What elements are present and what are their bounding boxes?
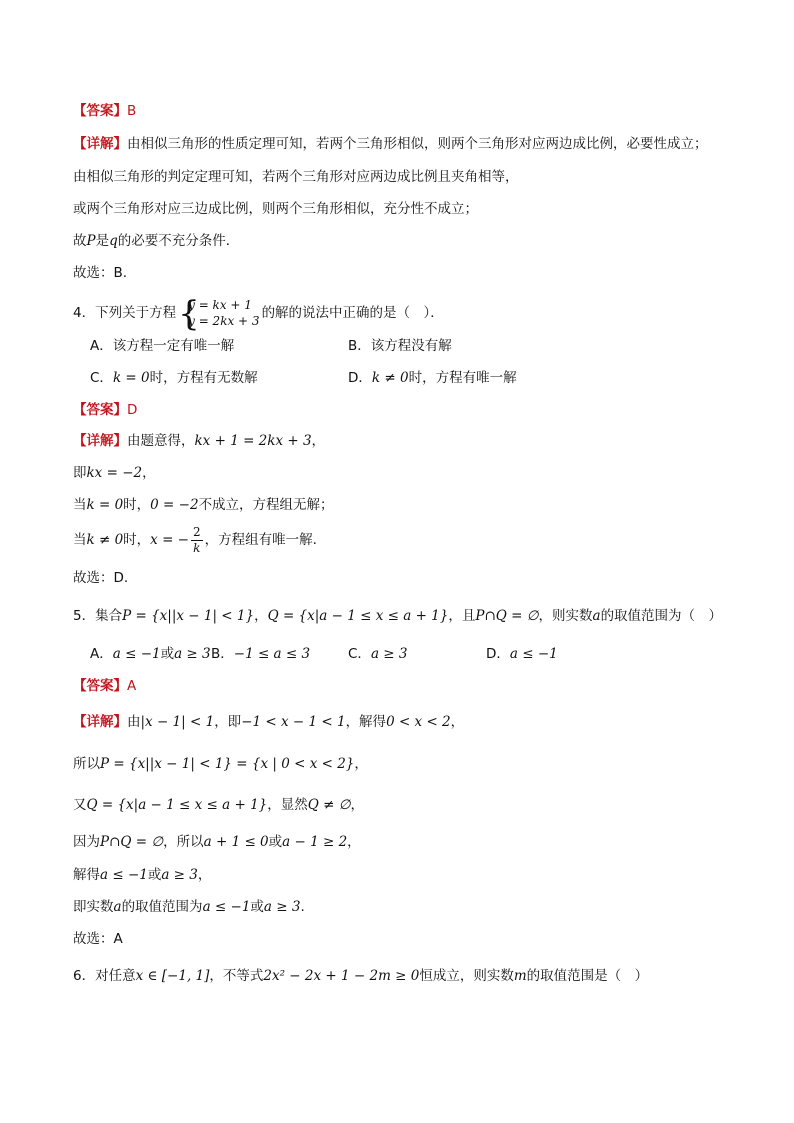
math: 0 = −2 (150, 497, 199, 513)
math: k = 0 (86, 497, 124, 513)
text: . (300, 899, 305, 915)
answer-tag: 【答案】 (73, 402, 127, 418)
detail-line (73, 897, 305, 917)
text: 又 (73, 797, 87, 813)
math: a + 1 ≤ 0 (203, 834, 269, 850)
answer-tag: 【答案】 (73, 103, 127, 119)
choose-line: 故选：D. (73, 570, 129, 586)
text: 时， (123, 532, 151, 548)
math: m (513, 968, 527, 984)
math: k ≠ 0 (86, 532, 124, 548)
text: 是 (95, 233, 110, 249)
text: ，且 (448, 608, 476, 624)
text: 或 (268, 834, 283, 850)
option-a: A．该方程一定有唯一解 (90, 338, 235, 354)
text: ，解得 (345, 714, 387, 730)
text: 或 (160, 646, 175, 662)
text: 或 (147, 867, 162, 883)
option-b: B．该方程没有解 (348, 338, 452, 354)
math: 0 < x < 2 (386, 714, 451, 730)
math: P∩Q = ∅ (100, 834, 164, 850)
option-d (486, 644, 558, 664)
answer-value: B (127, 103, 137, 119)
text: 故 (73, 233, 87, 249)
text: ，方程组有唯一解. (204, 532, 317, 548)
text: C． (90, 370, 113, 386)
detail-line (73, 495, 334, 515)
text: 解得 (73, 867, 100, 883)
detail-text: 由相似三角形的性质定理可知，若两个三角形相似，则两个三角形对应两边成比例，必要性成立； (127, 136, 708, 152)
math: a (592, 608, 601, 624)
detail-line (73, 832, 361, 852)
text: 时，方程有唯一解 (408, 370, 517, 386)
math: x = − (150, 532, 189, 548)
text: 当 (73, 497, 87, 513)
math: P∩Q = ∅ (475, 608, 539, 624)
math: a ≤ −1 (202, 899, 251, 915)
text: 的取值范围为（ ） (600, 608, 723, 624)
text: ，显然 (267, 797, 308, 813)
option-c (348, 644, 407, 664)
detail-line (73, 795, 364, 815)
text: 5．集合 (73, 608, 123, 624)
text: 时， (123, 497, 151, 513)
text: 当 (73, 532, 87, 548)
math: k = 0 (112, 370, 150, 386)
text: ， (347, 834, 361, 850)
question-6-stem (73, 966, 648, 986)
math: kx = −2 (86, 465, 143, 481)
detail-line (73, 431, 325, 451)
math: a (113, 899, 122, 915)
text: 4．下列关于方程 (73, 305, 177, 321)
option-b (211, 644, 310, 664)
math: |x − 1| < 1 (140, 714, 215, 730)
brace-icon: { (178, 294, 200, 334)
option-c (90, 368, 258, 388)
detail-line (73, 522, 317, 558)
equation-system (178, 294, 260, 334)
text: 的取值范围为 (121, 899, 203, 915)
choose-line: 故选：B. (73, 265, 128, 281)
math: Q = {x|a − 1 ≤ x ≤ a + 1} (267, 608, 449, 624)
question-4-stem (73, 294, 444, 334)
option-a (90, 644, 211, 664)
detail-line (73, 712, 464, 732)
answer-tag: 【答案】 (73, 678, 127, 694)
fraction-numerator: 2 (193, 524, 201, 539)
math: P (86, 233, 96, 249)
math: −1 ≤ a ≤ 3 (233, 646, 311, 662)
math: a ≤ −1 (509, 646, 558, 662)
math: q (109, 233, 118, 249)
fraction-denominator: k (193, 540, 201, 555)
text: 即 (73, 465, 87, 481)
math: a − 1 ≥ 2 (282, 834, 348, 850)
option-d (348, 368, 517, 388)
detail-line (73, 134, 708, 154)
answer-line (73, 101, 136, 121)
text: ， (197, 867, 212, 883)
math: a ≥ 3 (263, 899, 301, 915)
text: 即实数 (73, 899, 114, 915)
math: a ≥ 3 (370, 646, 408, 662)
math: a ≥ 3 (161, 867, 198, 883)
math: kx + 1 = 2kx + 3 (194, 433, 312, 449)
equation-1: y = kx + 1 (188, 298, 252, 312)
text: 6．对任意 (73, 968, 136, 984)
text: ， (350, 797, 365, 813)
equation-2: y = 2kx + 3 (188, 314, 260, 328)
math: Q = {x|a − 1 ≤ x ≤ a + 1} (86, 797, 268, 813)
question-5-stem (73, 606, 722, 626)
text: ，即 (214, 714, 242, 730)
text: ，不等式 (209, 968, 264, 984)
text: D． (486, 646, 510, 662)
text: 时，方程有无数解 (149, 370, 258, 386)
detail-line (73, 231, 239, 251)
text: ，则实数 (538, 608, 593, 624)
math: Q ≠ ∅ (307, 797, 351, 813)
math: a ≤ −1 (100, 867, 148, 883)
math: −1 < x − 1 < 1 (241, 714, 346, 730)
detail-line (73, 865, 211, 885)
math: a ≤ −1 (112, 646, 161, 662)
text: ，所以 (163, 834, 204, 850)
math: x ∈ [−1, 1] (135, 968, 210, 984)
choose-line: 故选：A (73, 931, 123, 947)
detail-tag: 【详解】 (73, 714, 127, 730)
text: ， (311, 433, 326, 449)
answer-value: A (127, 678, 137, 694)
text: B． (211, 646, 234, 662)
text: 不成立，方程组无解； (198, 497, 334, 513)
text: 的解的说法中正确的是（ ）． (261, 305, 444, 321)
detail-line: 由相似三角形的判定定理可知，若两个三角形对应两边成比例且夹角相等， (73, 169, 519, 185)
fraction (191, 525, 203, 556)
text: ， (450, 714, 465, 730)
text: 因为 (73, 834, 100, 850)
text: ， (354, 756, 368, 772)
detail-line: 或两个三角形对应三边成比例，则两个三角形相似，充分性不成立； (73, 201, 478, 217)
detail-tag: 【详解】 (73, 136, 127, 152)
math: P = {x||x − 1| < 1} = {x | 0 < x < 2} (100, 756, 355, 772)
text: A． (90, 646, 113, 662)
text: 由题意得， (127, 433, 195, 449)
text: 由 (127, 714, 141, 730)
answer-line (73, 400, 137, 420)
text: 或 (250, 899, 264, 915)
math: 2x² − 2x + 1 − 2m ≥ 0 (263, 968, 420, 984)
answer-value: D (127, 402, 138, 418)
text: 的必要不充分条件． (117, 233, 240, 249)
answer-line (73, 676, 136, 696)
text: 所以 (73, 756, 100, 772)
math: a ≥ 3 (174, 646, 211, 662)
detail-line (73, 754, 368, 774)
text: ， (254, 608, 268, 624)
text: 的取值范围是（ ） (526, 968, 649, 984)
text: 恒成立，则实数 (419, 968, 514, 984)
text: C． (348, 646, 371, 662)
detail-line (73, 463, 156, 483)
text: ， (142, 465, 156, 481)
math: P = {x||x − 1| < 1} (122, 608, 255, 624)
text: D． (348, 370, 372, 386)
math: k ≠ 0 (371, 370, 409, 386)
detail-tag: 【详解】 (73, 433, 127, 449)
